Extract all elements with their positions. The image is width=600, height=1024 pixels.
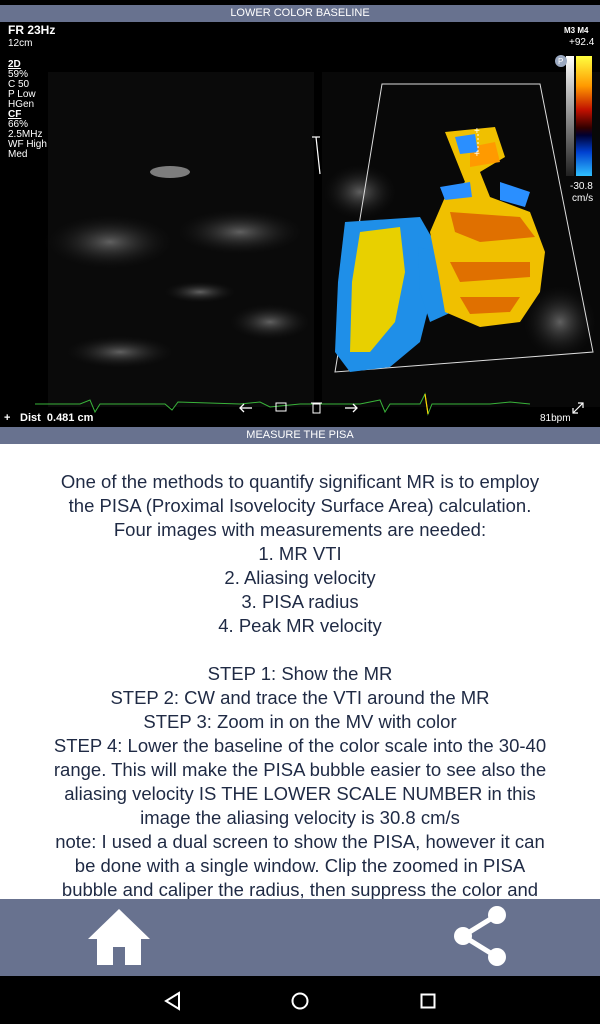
nav-recents-button[interactable] [415, 988, 441, 1014]
text-line: range. This will make the PISA bubble easier to see also the [53, 759, 547, 780]
recents-square-icon [415, 988, 441, 1014]
home-button[interactable] [86, 905, 152, 967]
home-circle-icon [287, 988, 313, 1014]
text-line [14, 638, 586, 662]
scale-max: +92.4 [569, 37, 595, 48]
home-icon [86, 905, 152, 967]
text-line: STEP 2: CW and trace the VTI around the MR [110, 687, 490, 708]
system-nav-bar [0, 976, 600, 1024]
text-line: Four images with measurements are needed: [113, 519, 487, 540]
cf-param-line: WF High [8, 139, 47, 150]
probe-marker: P [558, 57, 564, 66]
text-line: 3. PISA radius [241, 591, 359, 612]
measurement-icon: + [4, 412, 11, 424]
param-line: HGen [8, 99, 35, 110]
scale-top-label: M3 M4 [564, 26, 589, 35]
nav-back-button[interactable] [160, 988, 186, 1014]
text-line: the PISA (Proximal Isovelocity Surface Area) calculation. [68, 495, 532, 516]
cf-param-line: 66% [8, 119, 29, 130]
svg-text:+: + [474, 149, 480, 160]
cf-param-line: Med [8, 149, 28, 160]
page-title: LOWER COLOR BASELINE [0, 5, 600, 22]
scale-min: -30.8 [570, 181, 593, 192]
mode-2d: 2D [8, 59, 21, 70]
section-label: MEASURE THE PISA [0, 427, 600, 444]
depth: 12cm [8, 38, 33, 49]
text-line: 2. Aliasing velocity [224, 567, 376, 588]
description-text [0, 444, 600, 899]
text-line: aliasing velocity IS THE LOWER SCALE NUMBER in this [64, 783, 536, 804]
frame-rate: FR 23Hz [8, 23, 56, 37]
text-line: note: I used a dual screen to show the PISA, however it can [55, 831, 545, 852]
param-line: 59% [8, 69, 29, 80]
text-line: be done with a single window. Clip the zoomed in PISA [74, 855, 526, 876]
text-line: STEP 3: Zoom in on the MV with color [143, 711, 457, 732]
text-line: STEP 1: Show the MR [207, 663, 393, 684]
share-button[interactable] [447, 903, 513, 969]
description-panel[interactable] [0, 444, 600, 899]
param-line: C 50 [8, 79, 30, 90]
back-triangle-icon [160, 988, 186, 1014]
imaging-params [8, 60, 47, 160]
text-line: 4. Peak MR velocity [218, 615, 382, 636]
heart-rate: 81bpm [540, 413, 571, 424]
text-line: STEP 4: Lower the baseline of the color scale into the 30-40 [53, 735, 547, 756]
svg-text:+: + [474, 126, 480, 137]
echo-image [0, 22, 600, 427]
param-line: P Low [8, 89, 36, 100]
text-line: image the aliasing velocity is 30.8 cm/s [140, 807, 460, 828]
mode-cf: CF [8, 109, 22, 120]
bottom-toolbar [0, 899, 600, 976]
cf-param-line: 2.5MHz [8, 129, 43, 140]
share-icon [447, 903, 513, 969]
text-line: bubble and caliper the radius, then suppress the color and [61, 879, 539, 899]
measurement-readout: Dist 0.481 cm [20, 412, 94, 424]
nav-home-button[interactable] [287, 988, 313, 1014]
text-line: One of the methods to quantify significant MR is to employ [60, 471, 540, 492]
echo-image-graphic [0, 22, 600, 427]
scale-unit: cm/s [572, 193, 594, 204]
text-line: 1. MR VTI [258, 543, 342, 564]
